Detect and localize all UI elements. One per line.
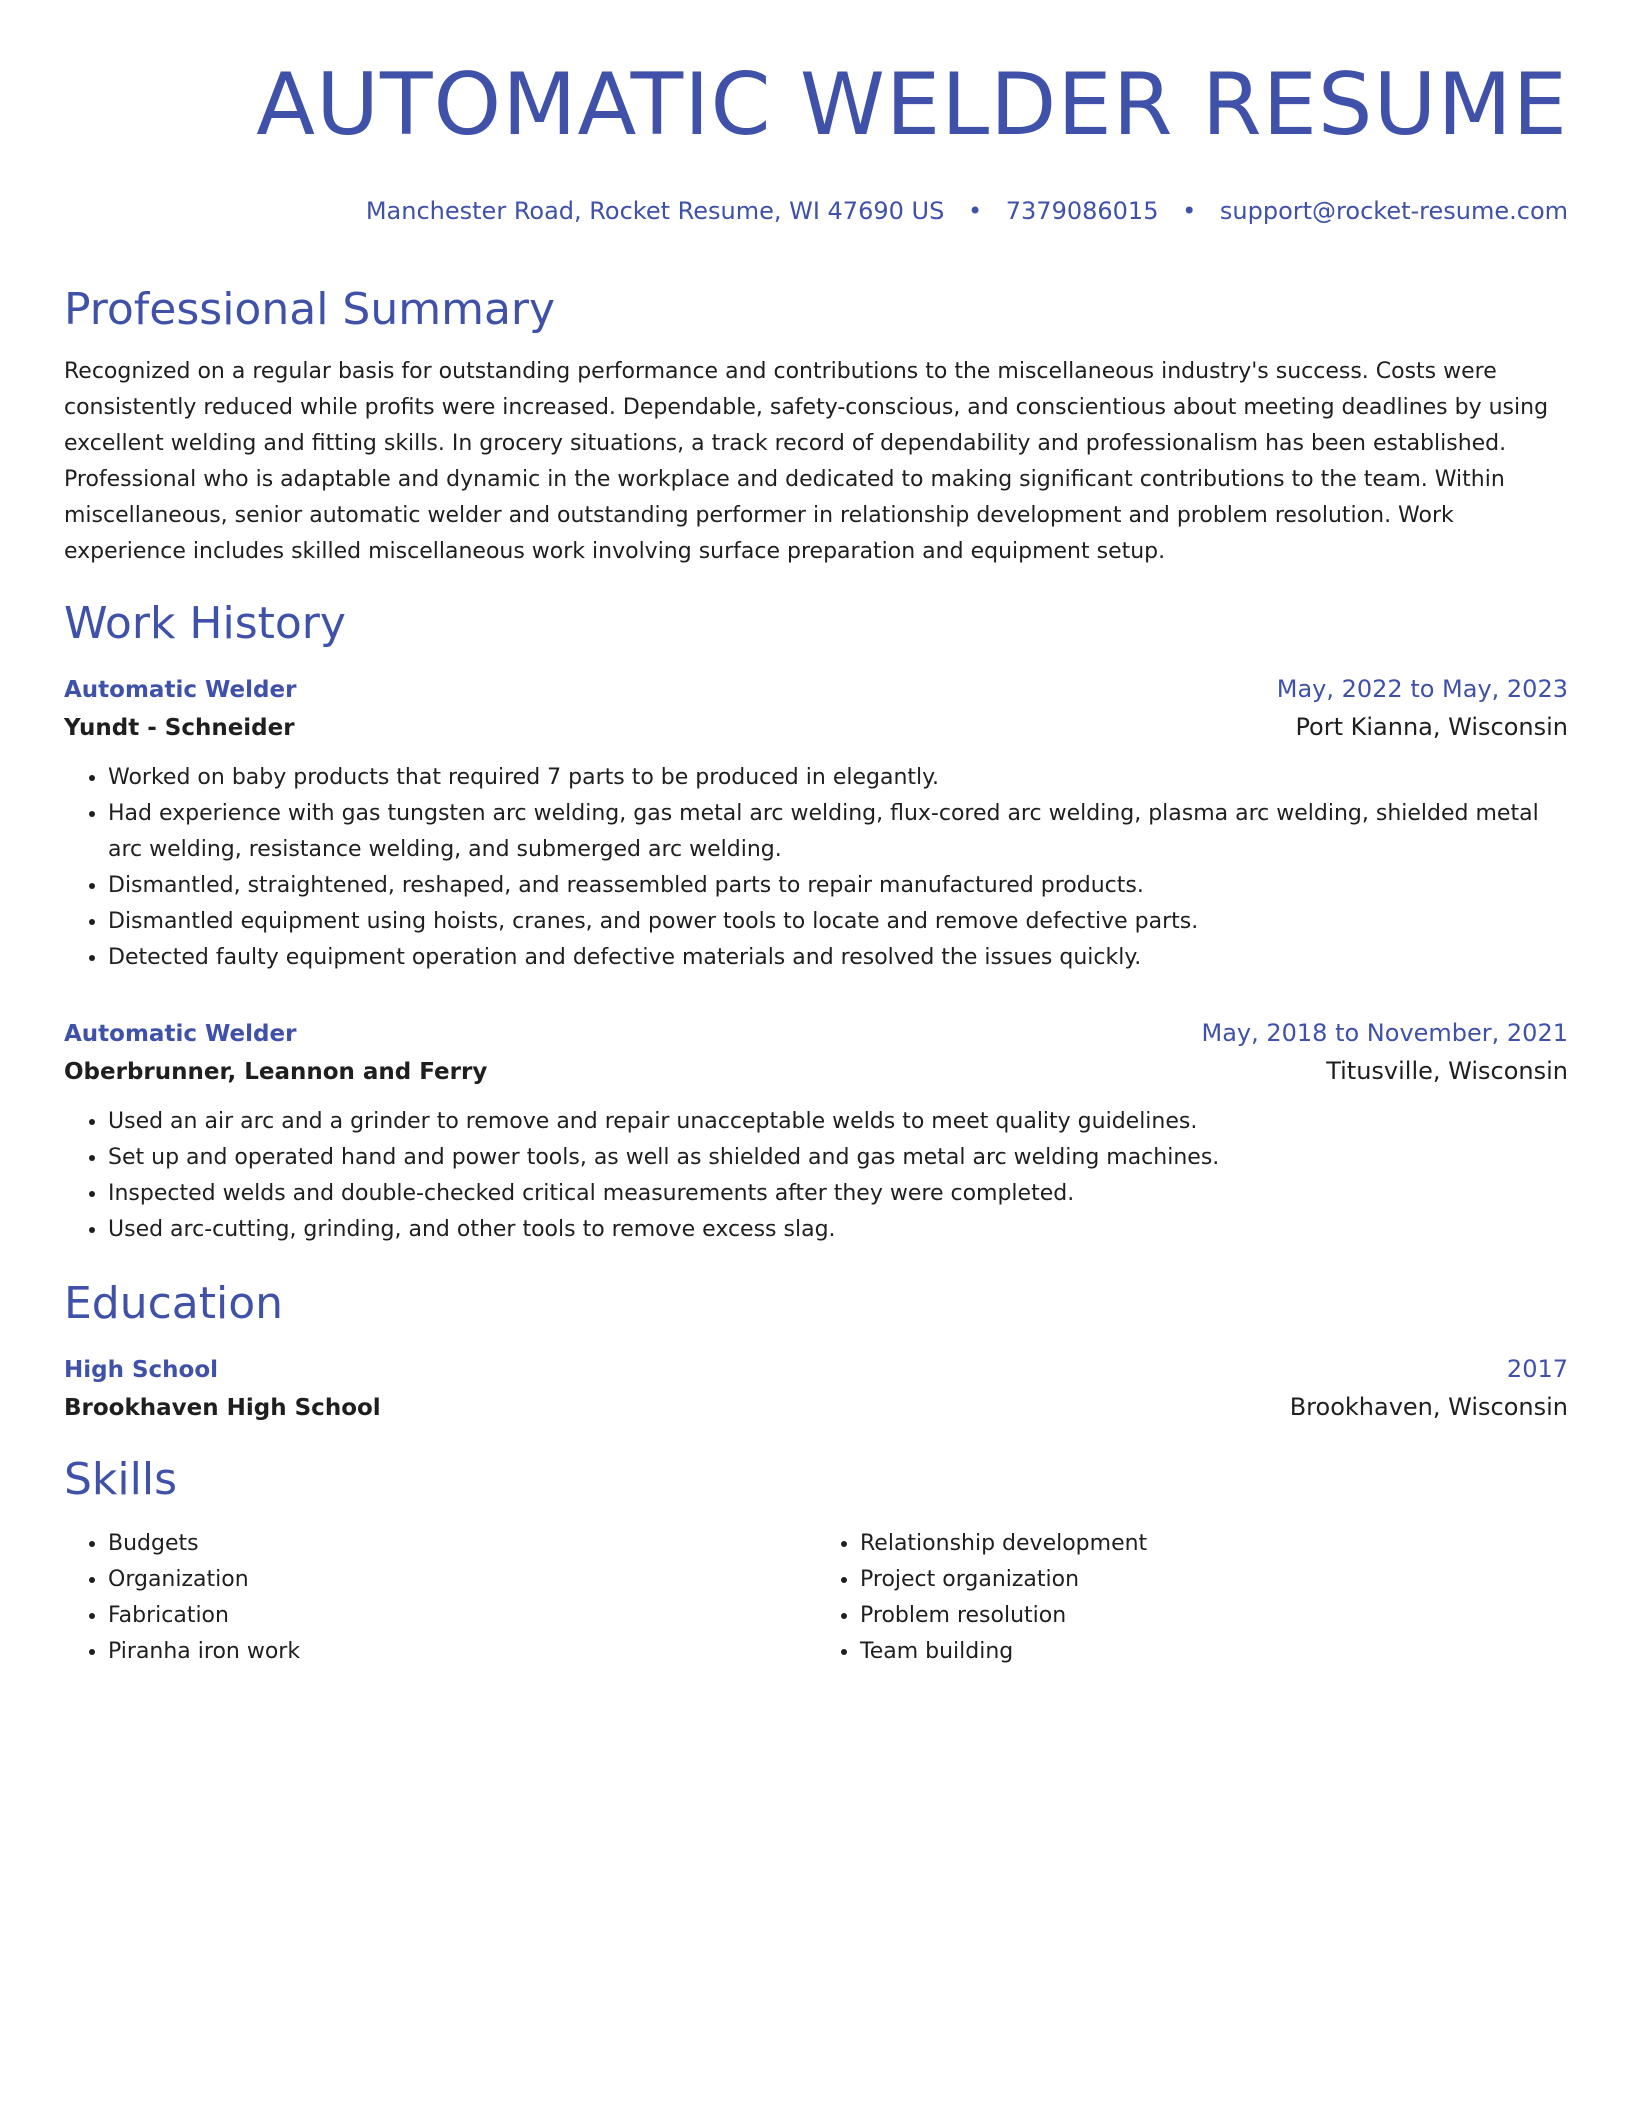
resume-title: AUTOMATIC WELDER RESUME xyxy=(256,55,1568,155)
skills-list-right xyxy=(816,1526,1568,1670)
contact-line xyxy=(64,196,1568,226)
job-location: Titusville, Wisconsin xyxy=(1326,1057,1568,1085)
skill-item: • Team building xyxy=(860,1634,1568,1670)
education-location: Brookhaven, Wisconsin xyxy=(1289,1393,1568,1421)
skill-item: • Budgets xyxy=(108,1526,816,1562)
job-bullets xyxy=(64,760,1568,976)
job-bullet: • Set up and operated hand and power tools, as well as shielded and gas metal arc welding machines. xyxy=(108,1140,1568,1176)
job-company: Oberbrunner, Leannon and Ferry xyxy=(64,1059,488,1085)
job-bullets xyxy=(64,1104,1568,1248)
job-entry xyxy=(64,1016,1568,1248)
skills-heading: Skills xyxy=(64,1454,178,1505)
skill-item: • Fabrication xyxy=(108,1598,816,1634)
job-bullet: • Detected faulty equipment operation and defective materials and resolved the issues quickly. xyxy=(108,940,1568,976)
job-bullet: • Used an air arc and a grinder to remove and repair unacceptable welds to meet quality guidelines. xyxy=(108,1104,1568,1140)
job-bullet: • Used arc-cutting, grinding, and other tools to remove excess slag. xyxy=(108,1212,1568,1248)
skill-item: • Organization xyxy=(108,1562,816,1598)
contact-separator: • xyxy=(967,197,983,225)
job-company: Yundt - Schneider xyxy=(64,715,295,741)
education-school: Brookhaven High School xyxy=(64,1395,381,1421)
job-bullet: • Had experience with gas tungsten arc welding, gas metal arc welding, flux-cored arc welding, plasma arc welding, shielded metal arc welding, resistance welding, and submerged arc welding. xyxy=(108,796,1568,868)
skill-item: • Project organization xyxy=(860,1562,1568,1598)
job-entry xyxy=(64,672,1568,976)
contact-separator: • xyxy=(1182,197,1197,225)
job-bullet: • Worked on baby products that required 7 parts to be produced in elegantly. xyxy=(108,760,1568,796)
summary-heading: Professional Summary xyxy=(64,284,556,335)
skills-list-left xyxy=(64,1526,816,1670)
job-dates: May, 2022 to May, 2023 xyxy=(1276,675,1568,703)
job-dates: May, 2018 to November, 2021 xyxy=(1201,1019,1568,1047)
job-bullet: • Dismantled, straightened, reshaped, and reassembled parts to repair manufactured products. xyxy=(108,868,1568,904)
skills-grid xyxy=(64,1526,1568,1670)
contact-address: Manchester Road, Rocket Resume, WI 47690 US xyxy=(365,197,945,225)
job-location: Port Kianna, Wisconsin xyxy=(1295,713,1568,741)
summary-text: Recognized on a regular basis for outstanding performance and contributions to the miscellaneous industry's success. Costs were consistently reduced while profits were increased. Dependable, safety-conscious, and conscientious about meeting deadlines by using excellent welding and fitting skills. In grocery situations, a track record of dependability and professionalism has been established. Professional who is adaptable and dynamic in the workplace and dedicated to making significant contributions to the team. Within miscellaneous, senior automatic welder and outstanding performer in relationship development and problem resolution. Work experience includes skilled miscellaneous work involving surface preparation and equipment setup. xyxy=(64,359,1549,564)
skill-item: • Problem resolution xyxy=(860,1598,1568,1634)
job-role: Automatic Welder xyxy=(64,1021,297,1047)
education-year: 2017 xyxy=(1506,1355,1568,1383)
work-history-heading: Work History xyxy=(64,598,346,649)
skill-item: • Relationship development xyxy=(860,1526,1568,1562)
education-heading: Education xyxy=(64,1278,284,1329)
job-bullet: • Inspected welds and double-checked critical measurements after they were completed. xyxy=(108,1176,1568,1212)
job-bullet: • Dismantled equipment using hoists, cranes, and power tools to locate and remove defective parts. xyxy=(108,904,1568,940)
skill-item: • Piranha iron work xyxy=(108,1634,816,1670)
job-role: Automatic Welder xyxy=(64,677,297,703)
education-entry xyxy=(64,1352,1568,1428)
contact-phone: 7379086015 xyxy=(1005,197,1159,225)
contact-email: support@rocket-resume.com xyxy=(1219,197,1568,225)
education-degree: High School xyxy=(64,1357,219,1383)
